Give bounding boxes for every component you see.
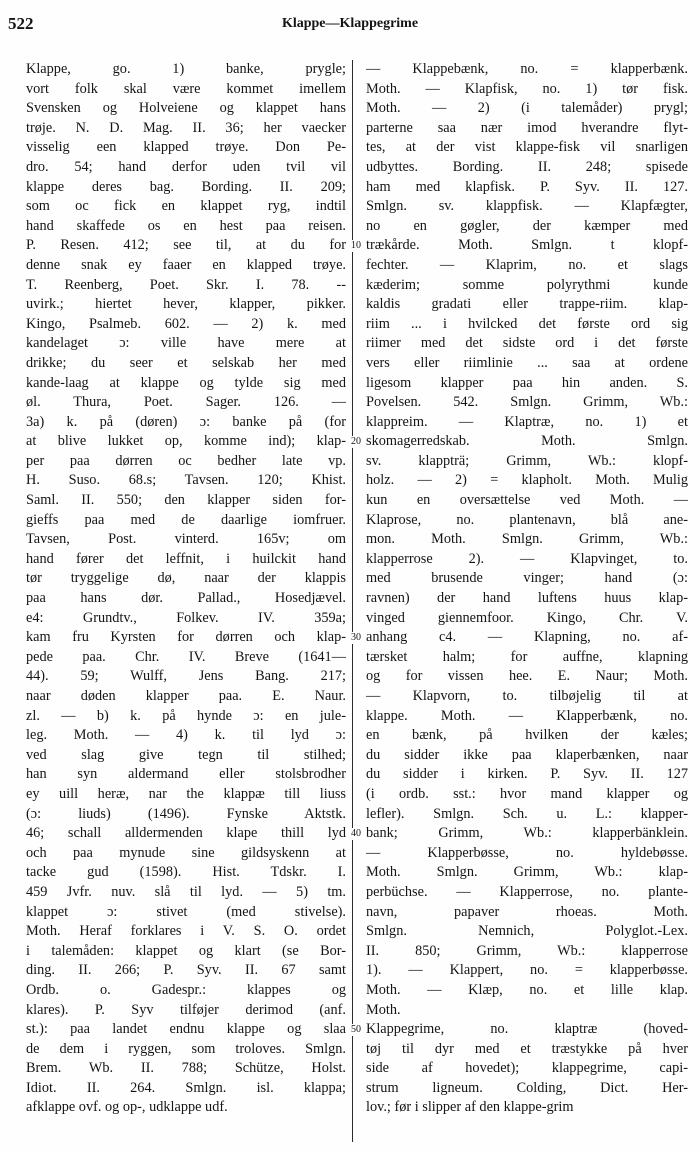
text-line: ey uill heræ, nar the klappæ till liuss <box>26 785 346 802</box>
text-line: strum ligneum. Colding, Dict. Her- <box>366 1079 688 1096</box>
line-number: 50 <box>346 1024 366 1036</box>
text-line: 3a) k. på (døren) ɔ: banke på (for <box>26 413 346 430</box>
text-line: 459 Jvfr. nuv. slå til lyd. — 5) tm. <box>26 883 346 900</box>
text-line: 44). 59; Wulff, Jens Bang. 217; <box>26 668 346 685</box>
text-line: trøje. N. D. Mag. II. 36; her vaecker <box>26 119 346 136</box>
text-line: Ordb. o. Gadespr.: klappes og <box>26 981 346 998</box>
text-line: klappe deres bag. Bording. II. 209; <box>26 178 346 195</box>
text-line: riimer med det sidste ord i det første <box>366 335 688 352</box>
text-line: uvirk.; hiertet hever, klapper, pikker. <box>26 296 346 313</box>
text-line: side af hovedet); klappegrime, capi- <box>366 1060 688 1077</box>
text-line: Idiot. II. 264. Smlgn. isl. klappa; <box>26 1079 346 1096</box>
text-line: gieffs paa med de daarlige iomfruer. <box>26 511 346 528</box>
text-line: kande-laag at klappe og tylde sig med <box>26 374 346 391</box>
text-line: Moth. Smlgn. Grimm, Wb.: klap- <box>366 864 688 881</box>
text-line: Klaprose, no. plantenavn, blå ane- <box>366 511 688 528</box>
text-line: fechter. — Klaprim, no. et slags <box>366 256 688 273</box>
text-line: lov.; før i slipper af den klappe-grim <box>366 1099 574 1116</box>
text-line: no en gøgler, der kæmper med <box>366 217 688 234</box>
text-line: øl. Thura, Poet. Sager. 126. — <box>26 394 346 411</box>
text-line: Saml. II. 550; den klapper siden for- <box>26 492 346 509</box>
text-line: Moth. Heraf forklares i V. S. O. ordet <box>26 923 346 940</box>
text-line: vort folk skal være kommet imellem <box>26 80 346 97</box>
text-line: Klappegrime, no. klaptræ (hoved- <box>366 1021 688 1038</box>
text-line: sv. klappträ; Grimm, Wb.: klopf- <box>366 452 688 469</box>
text-line: klapperrose 2). — Klapvinget, to. <box>366 550 688 567</box>
text-line: tærsket halm; for auffne, klapning <box>366 648 688 665</box>
text-line: udbyttes. Bording. II. 248; spisede <box>366 158 688 175</box>
text-line: kun en oversættelse ved Moth. — <box>366 492 688 509</box>
text-line: pede paa. Chr. IV. Breve (1641— <box>26 648 346 665</box>
text-line: ligesom klapper paa hin anden. S. <box>366 374 688 391</box>
text-line: dro. 54; hand derfor uden tvil vil <box>26 158 346 175</box>
text-line: med brusende vinger; hand (ɔ: <box>366 570 688 587</box>
text-line: ham med klapfisk. P. Syv. II. 127. <box>366 178 688 195</box>
text-line: per paa dørren oc bedher late vp. <box>26 452 346 469</box>
text-line: han syn aldermand eller stolsbrodher <box>26 766 346 783</box>
right-column <box>366 60 688 1118</box>
text-line: ved slag give tegn til stilhed; <box>26 746 346 763</box>
text-line: T. Reenberg, Poet. Skr. I. 78. -- <box>26 276 346 293</box>
text-line: Tavsen, Post. vinterd. 165v; om <box>26 531 346 548</box>
text-line: som oc fick en klappet ryg, indtil <box>26 198 346 215</box>
text-line: e4: Grundtv., Folkev. IV. 359a; <box>26 609 346 626</box>
text-line: (ɔ: liuds) (1496). Fynske Aktstk. <box>26 805 346 822</box>
text-line: klares). P. Syv tilføjer derimod (anf. <box>26 1001 346 1018</box>
text-line: och paa mynude sine gildsyskenn at <box>26 844 346 861</box>
text-line: II. 850; Grimm, Wb.: klapperrose <box>366 942 688 959</box>
text-line: du sidder ikke paa klaperbænken, naar <box>366 746 688 763</box>
text-line: Moth. — 2) (i talemåder) prygl; <box>366 100 688 117</box>
text-line: hand skaffede os en hest paa reisen. <box>26 217 346 234</box>
text-line: parterne saa nær imod hverandre flyt- <box>366 119 688 136</box>
text-line: en bænk, på hvilken der kæles; <box>366 727 688 744</box>
text-line: tes, at der vist klappe-fisk vil snarligen <box>366 139 688 156</box>
text-line: klappe. Moth. — Klapperbænk, no. <box>366 707 688 724</box>
text-line: tøj til dyr med et træstykke på hver <box>366 1040 688 1057</box>
text-line: Moth. — Klæp, no. et lille klap. <box>366 981 688 998</box>
text-line: 46; schall alldermenden klape thill lyd <box>26 825 346 842</box>
text-line: perbüchse. — Klapperrose, no. plante- <box>366 883 688 900</box>
running-head: Klappe—Klappegrime <box>281 16 419 31</box>
line-number: 30 <box>346 632 366 644</box>
text-line: mon. Moth. Smlgn. Grimm, Wb.: <box>366 531 688 548</box>
text-line: afklappe ovf. og op-, udklappe udf. <box>26 1099 228 1116</box>
text-line: Kingo, Psalmeb. 602. — 2) k. med <box>26 315 346 332</box>
text-line: skomagerredskab. Moth. Smlgn. <box>366 433 688 450</box>
text-line: navn, papaver rhoeas. Moth. <box>366 903 688 920</box>
text-line: kaldis gradati eller trappe-riim. klap- <box>366 296 688 313</box>
text-line: Moth. — Klapfisk, no. 1) tør fisk. <box>366 80 688 97</box>
text-line: Svensken og Holveiene og klappet hans <box>26 100 346 117</box>
left-column <box>26 60 346 1118</box>
text-line: i talemåden: klappet og klart (se Bor- <box>26 942 346 959</box>
text-line: ravnen) der hand luftens huus klap- <box>366 590 688 607</box>
column-divider <box>352 60 353 1142</box>
text-line: hand fører det leffnit, i huilckit hand <box>26 550 346 567</box>
text-line: vinged giennemfoor. Kingo, Chr. V. <box>366 609 688 626</box>
page-header <box>0 6 700 36</box>
text-line: Smlgn. Nemnich, Polyglot.-Lex. <box>366 923 688 940</box>
text-line: kandelaget ɔ: ville have mere at <box>26 335 346 352</box>
text-line: Brem. Wb. II. 788; Schütze, Holst. <box>26 1060 346 1077</box>
text-line: tør tryggelige dø, naar der klappis <box>26 570 346 587</box>
text-line: 1). — Klappert, no. = klapperbøsse. <box>366 962 688 979</box>
text-line: Smlgn. sv. klappfisk. — Klapfægter, <box>366 198 688 215</box>
text-line: — Klapvorn, to. tilbøjelig til at <box>366 688 688 704</box>
page-number: 522 <box>8 14 34 33</box>
line-number: 40 <box>346 828 366 840</box>
text-line: ding. II. 266; P. Syv. II. 67 samt <box>26 962 346 979</box>
text-line: st.): paa landet endnu klappe og slaa <box>26 1021 346 1038</box>
text-line: vers eller riimlinie ... saa at ordene <box>366 354 688 371</box>
text-line: paa hans dør. Pallad., Hosedjævel. <box>26 590 346 607</box>
text-line: visselig een klapped trøye. Don Pe- <box>26 139 346 156</box>
text-line: naar døden klapper paa. E. Naur. <box>26 688 346 704</box>
text-line: riim ... i hvilcked det første ord sig <box>366 315 688 332</box>
text-line: holz. — 2) = klapholt. Moth. Mulig <box>366 472 688 489</box>
text-line: drikke; du seer et selskab her med <box>26 354 346 371</box>
text-line: tacke gud (1598). Hist. Tdskr. I. <box>26 864 346 881</box>
text-line: bank; Grimm, Wb.: klapperbänklein. <box>366 825 688 842</box>
text-line: — Klappebænk, no. = klapperbænk. <box>366 61 688 77</box>
line-number: 20 <box>346 436 366 448</box>
text-line: — Klapperbøsse, no. hyldebøsse. <box>366 844 688 861</box>
text-line: Povelsen. 542. Smlgn. Grimm, Wb.: <box>366 394 688 411</box>
line-number: 10 <box>346 240 366 252</box>
text-line: og for vissen hee. E. Naur; Moth. <box>366 668 688 685</box>
text-line: H. Suso. 68.s; Tavsen. 120; Khist. <box>26 472 346 489</box>
text-line: kam fru Kyrsten for dørren och klap- <box>26 629 346 646</box>
text-line: trækårde. Moth. Smlgn. t klopf- <box>366 237 688 254</box>
text-line: P. Resen. 412; see til, at du for <box>26 237 346 254</box>
text-line: denne snak ey faaer en klapped trøye. <box>26 256 346 273</box>
text-line: Klappe, go. 1) banke, prygle; <box>26 61 346 77</box>
text-line: (i ordb. sst.: hvor mand klapper og <box>366 785 688 802</box>
text-line: leg. Moth. — 4) k. til lyd ɔ: <box>26 727 346 744</box>
text-line: at blive lukket op, komme ind); klap- <box>26 433 346 450</box>
text-line: lefler). Smlgn. Sch. u. L.: klapper- <box>366 805 688 822</box>
text-line: kæderim; somme polyrythmi kunde <box>366 276 688 293</box>
text-line: du sidder i kirken. P. Syv. II. 127 <box>366 766 688 783</box>
text-line: Moth. <box>366 1001 401 1018</box>
text-line: klappreim. — Klaptræ, no. 1) et <box>366 413 688 430</box>
text-line: zl. — b) k. på hynde ɔ: en jule- <box>26 707 346 724</box>
text-line: de dem i ryggen, som troloves. Smlgn. <box>26 1040 346 1057</box>
text-line: anhang c4. — Klapning, no. af- <box>366 629 688 646</box>
text-line: klappet ɔ: stivet (med stivelse). <box>26 903 346 920</box>
